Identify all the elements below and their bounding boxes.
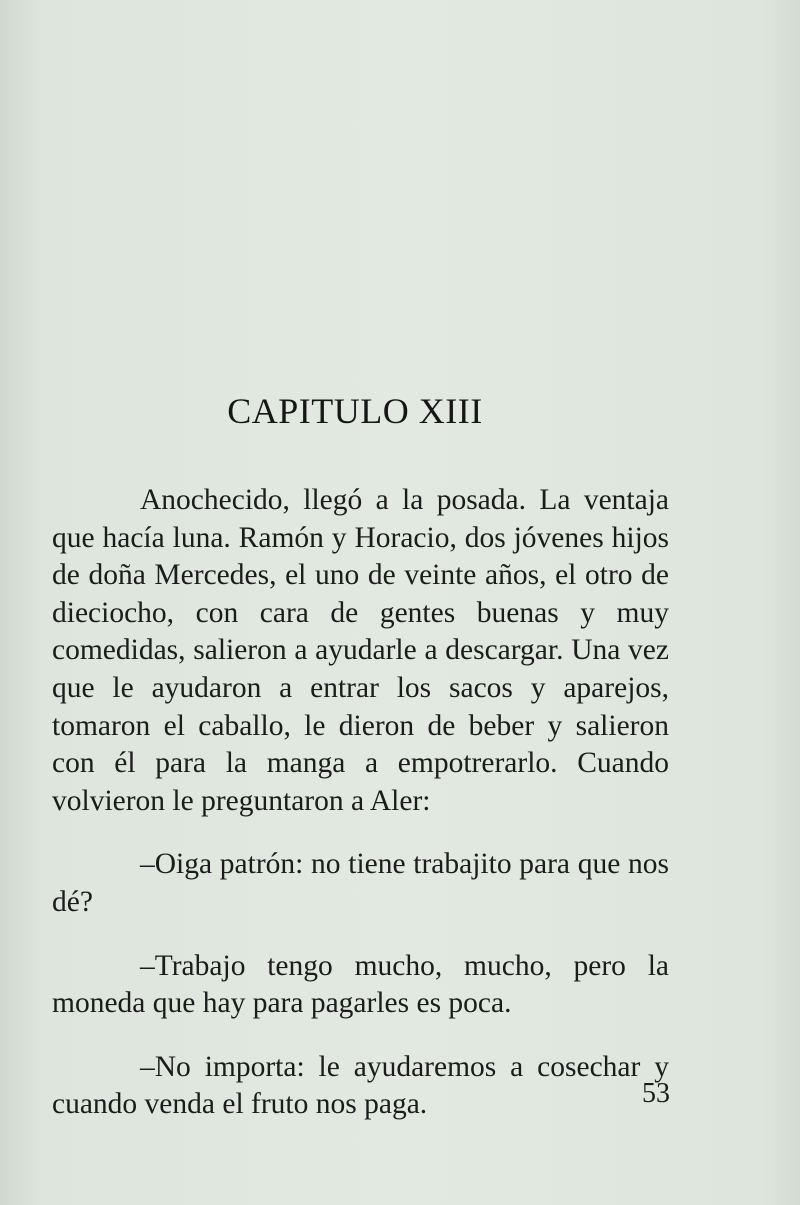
paragraph: –Trabajo tengo mucho, mucho, pero la moneda que hay para pagarles es poca. (52, 949, 669, 1020)
page-number: 53 (642, 1078, 670, 1109)
paragraph: –Oiga patrón: no tiene trabajito para que nos dé? (52, 848, 669, 918)
chapter-body (52, 482, 669, 1124)
paragraph: Anochecido, llegó a la posada. La ventaja que hacía luna. Ramón y Horacio, dos jóvenes hijos de doña Mercedes, el uno de veinte años, el otro de dieciocho, con cara de gentes buenas y muy comedidas, salieron a ayudarle a descargar. Una vez que le ayudaron a entrar los sacos y aparejos, tomaron el caballo, le dieron de beber y salieron con él para la manga a empotrerarlo. Cuando volvieron le preguntaron a Aler: (52, 484, 669, 817)
chapter-title: CAPITULO XIII (227, 391, 483, 431)
show-through-texture (40, 90, 740, 420)
paragraph: –No importa: le ayudaremos a cosechar y cuando venda el fruto nos paga. (52, 1050, 669, 1121)
